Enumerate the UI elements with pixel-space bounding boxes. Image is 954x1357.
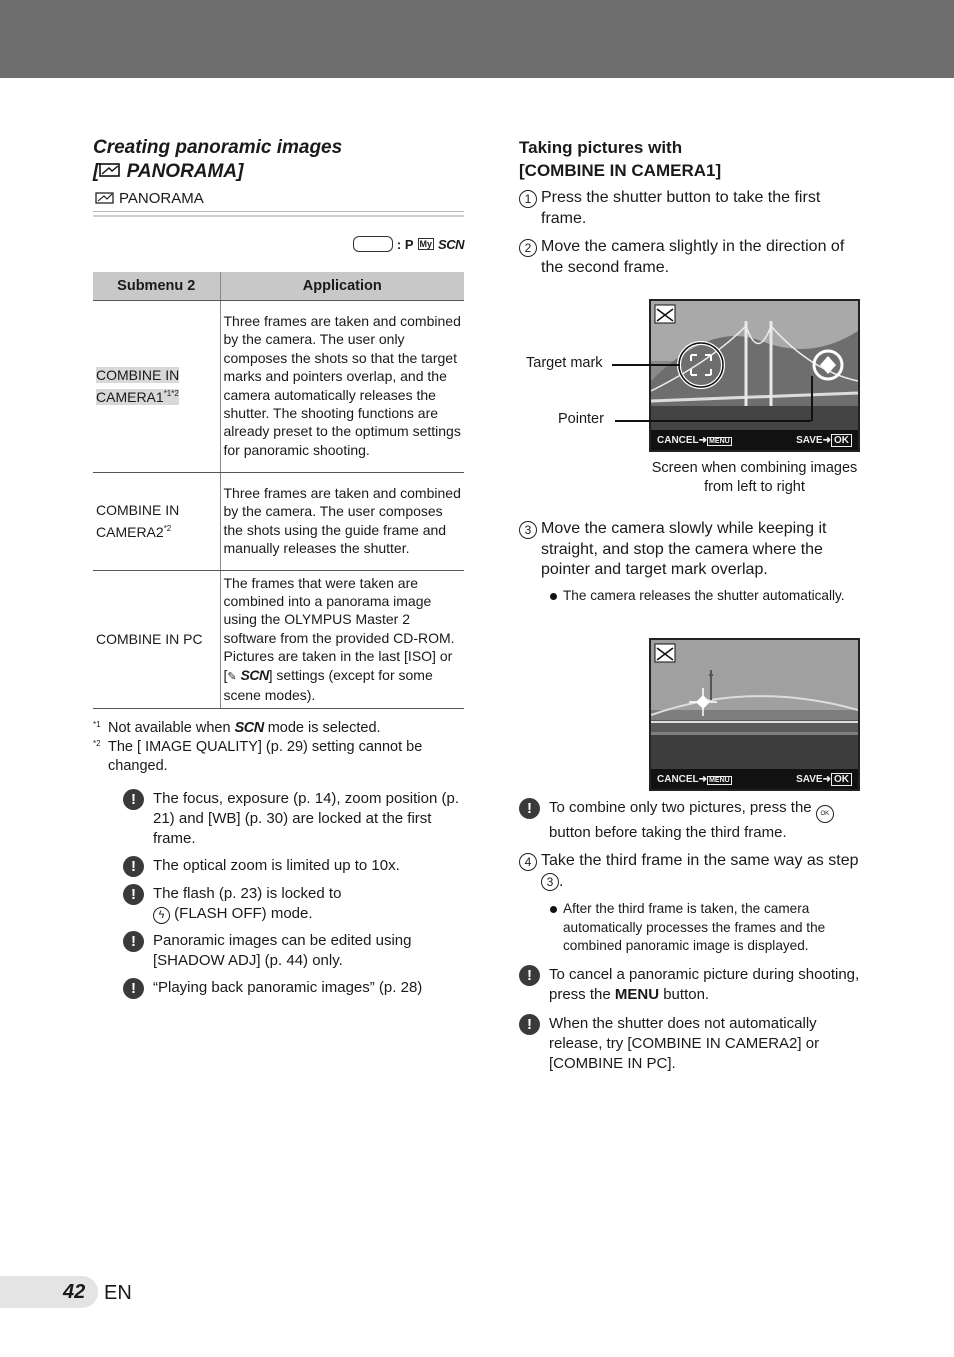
left-column bbox=[93, 136, 464, 1006]
table-row bbox=[93, 472, 464, 570]
scene-icon: ✎ bbox=[227, 670, 237, 683]
submenu-name: COMBINE IN PC bbox=[93, 570, 220, 709]
page-number: 42 bbox=[63, 1281, 86, 1303]
note-item: ! “Playing back panoramic images” (p. 28) bbox=[93, 978, 464, 999]
flash-off-icon: ϟ bbox=[153, 907, 170, 924]
bridge-photo bbox=[651, 301, 858, 450]
footnote: *2 The [ IMAGE QUALITY] (p. 29) setting cannot be changed. bbox=[93, 738, 423, 774]
submenu-description: Three frames are taken and combined by the camera. The user composes the shots using the guide frame and manually releases the shutter. bbox=[220, 472, 464, 570]
submenu-description: Three frames are taken and combined by the camera. The user only composes the shots so that the target marks and pointers overlap, and the camera automatically releases the shutter. The shooting functions are already preset to the optimum settings for panoramic shooting. bbox=[220, 300, 464, 472]
right-column bbox=[519, 136, 860, 1074]
step-item: 3 Move the camera slowly while keeping it straight, and stop the camera where the pointer and target mark overlap. bbox=[519, 519, 860, 581]
ok-button-icon: OK bbox=[816, 805, 834, 823]
note-item: ! The optical zoom is limited up to 10x. bbox=[93, 856, 464, 877]
table-header: Application bbox=[220, 272, 464, 300]
caution-icon: ! bbox=[123, 884, 144, 905]
submenu-name: COMBINE IN CAMERA2$^{*2}$ bbox=[96, 502, 180, 540]
target-mark-label: Target mark bbox=[526, 355, 603, 371]
table-row bbox=[93, 300, 464, 472]
table-row bbox=[93, 570, 464, 709]
caution-icon: ! bbox=[519, 965, 540, 986]
bullet-item: After the third frame is taken, the camera automatically processes the frames and the combined panoramic image is displayed. bbox=[519, 900, 860, 956]
bridge-photo bbox=[651, 640, 858, 789]
pointer-label: Pointer bbox=[558, 411, 604, 427]
camera-screen-combine bbox=[649, 299, 860, 452]
mode-indicator: : P My SCN bbox=[93, 235, 464, 253]
notes-list bbox=[93, 789, 464, 999]
menu-path: PANORAMA bbox=[93, 188, 464, 208]
step-item: 4 Take the third frame in the same way as step 3 . bbox=[519, 851, 860, 892]
screen-status-bar: CANCEL➜ MENU SAVE➜ OK bbox=[651, 430, 858, 450]
caution-icon: ! bbox=[519, 798, 540, 819]
section-title: Creating panoramic images [ PANORAMA] bbox=[93, 137, 343, 182]
note-item: ! The flash (p. 23) is locked to ϟ (FLASH OFF) mode. bbox=[93, 884, 464, 924]
screen-status-bar: CANCEL➜ MENU SAVE➜ OK bbox=[651, 769, 858, 789]
table-header: Submenu 2 bbox=[93, 272, 220, 300]
mymode-icon: My bbox=[419, 239, 433, 249]
panorama-icon bbox=[99, 162, 121, 178]
caution-icon: ! bbox=[123, 978, 144, 999]
submenu-description: The frames that were taken are combined into a panorama image using the OLYMPUS Master 2 software from the provided CD-ROM. Pictures are taken in the last [ISO] or [✎ SCN] settings (except for some scene modes). bbox=[220, 570, 464, 709]
step-item: 1 Press the shutter button to take the first frame. bbox=[519, 188, 860, 229]
mode-dial-icon bbox=[353, 236, 393, 252]
note-item: ! The focus, exposure (p. 14), zoom position (p. 21) and [WB] (p. 30) are locked at the first frame. bbox=[93, 789, 464, 849]
language-label: EN bbox=[104, 1282, 132, 1304]
bullet-item: The camera releases the shutter automatically. bbox=[519, 587, 860, 606]
note-item: ! Panoramic images can be edited using [SHADOW ADJ] (p. 44) only. bbox=[93, 931, 464, 971]
header-bar bbox=[0, 0, 954, 78]
caution-icon: ! bbox=[123, 856, 144, 877]
step-item: 2 Move the camera slightly in the direction of the second frame. bbox=[519, 237, 860, 278]
screen-caption: Screen when combining images from left to right bbox=[651, 460, 858, 495]
panorama-icon bbox=[95, 191, 115, 205]
caution-icon: ! bbox=[519, 1014, 540, 1035]
divider bbox=[93, 211, 464, 217]
callout-line bbox=[811, 376, 813, 421]
footnote: *1 Not available when SCN mode is selected. bbox=[93, 720, 381, 737]
note-item: ! To cancel a panoramic picture during shooting, press the MENU button. bbox=[519, 965, 860, 1005]
footnotes bbox=[93, 719, 464, 775]
caution-icon: ! bbox=[123, 931, 144, 952]
submenu-name: COMBINE IN $CAMERA1^{*1*2}$ bbox=[96, 367, 180, 405]
note-item: ! When the shutter does not automatically release, try [COMBINE IN CAMERA2] or [COMBINE IN PC]. bbox=[519, 1014, 860, 1074]
camera-screen-overlap bbox=[649, 638, 860, 791]
section-title: Taking pictures with [COMBINE IN CAMERA1] bbox=[519, 138, 722, 180]
caution-icon: ! bbox=[123, 789, 144, 810]
callout-line bbox=[612, 364, 680, 366]
note-item: ! To combine only two pictures, press the OK button before taking the third frame. bbox=[519, 798, 860, 843]
callout-line bbox=[615, 420, 811, 422]
submenu-table bbox=[93, 272, 464, 709]
